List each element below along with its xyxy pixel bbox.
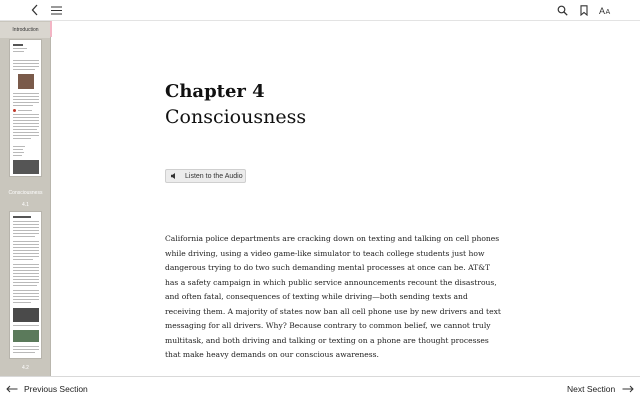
previous-section-button[interactable] xyxy=(6,381,88,396)
font-settings-button[interactable] xyxy=(596,2,616,18)
listen-audio-button[interactable] xyxy=(165,169,246,183)
next-section-button[interactable] xyxy=(567,381,634,396)
sidebar-section-4-2[interactable]: 4.2 xyxy=(22,365,29,371)
svg-text:A: A xyxy=(605,9,611,15)
list-icon xyxy=(51,6,62,15)
page-thumbnail-sidebar[interactable] xyxy=(0,21,51,376)
sidebar-section-introduction[interactable]: Introduction xyxy=(12,27,39,33)
top-toolbar xyxy=(0,0,640,21)
sidebar-section-4-1[interactable]: 4.1 xyxy=(22,202,29,208)
search-button[interactable] xyxy=(553,2,571,18)
font-size-icon xyxy=(599,5,613,15)
back-button[interactable] xyxy=(26,2,44,18)
listen-audio-label: Listen to the Audio xyxy=(185,172,243,180)
next-section-label: Next Section xyxy=(567,383,616,394)
chapter-number: Chapter 4 xyxy=(165,81,265,102)
page-thumbnail-4-1[interactable] xyxy=(9,211,42,359)
previous-section-label: Previous Section xyxy=(24,383,88,394)
search-icon xyxy=(557,5,568,16)
bottom-navigation xyxy=(0,376,640,400)
table-of-contents-button[interactable] xyxy=(47,2,65,18)
chevron-left-icon xyxy=(31,4,39,16)
page-thumbnail-introduction[interactable] xyxy=(9,39,42,177)
arrow-left-icon xyxy=(6,385,18,393)
sidebar-section-consciousness[interactable]: Consciousness xyxy=(8,190,43,196)
speaker-icon xyxy=(170,172,178,180)
bookmark-button[interactable] xyxy=(575,2,593,18)
svg-text:A: A xyxy=(599,6,606,15)
bookmark-icon xyxy=(580,5,588,16)
arrow-right-icon xyxy=(622,385,634,393)
reader-content xyxy=(52,21,640,376)
chapter-intro-paragraph: California police departments are cracking down on texting and talking on cell phones while driving, using a video game-like simulator to teach college students just how dangerous trying to do two such demanding mental processes at once can be. AT&T has a safety campaign in which public service announcements recount the disastrous, and often fatal, consequences of texting while driving—both sending texts and receiving them. A majority of states now ban all cell phone use by new drivers and text messaging for all drivers. Why? Because contrary to common belief, we cannot truly multitask, and both driving and talking or texting on a phone are thought processes that make heavy demands on our conscious awareness. xyxy=(165,234,501,359)
chapter-title: Consciousness xyxy=(165,106,307,128)
